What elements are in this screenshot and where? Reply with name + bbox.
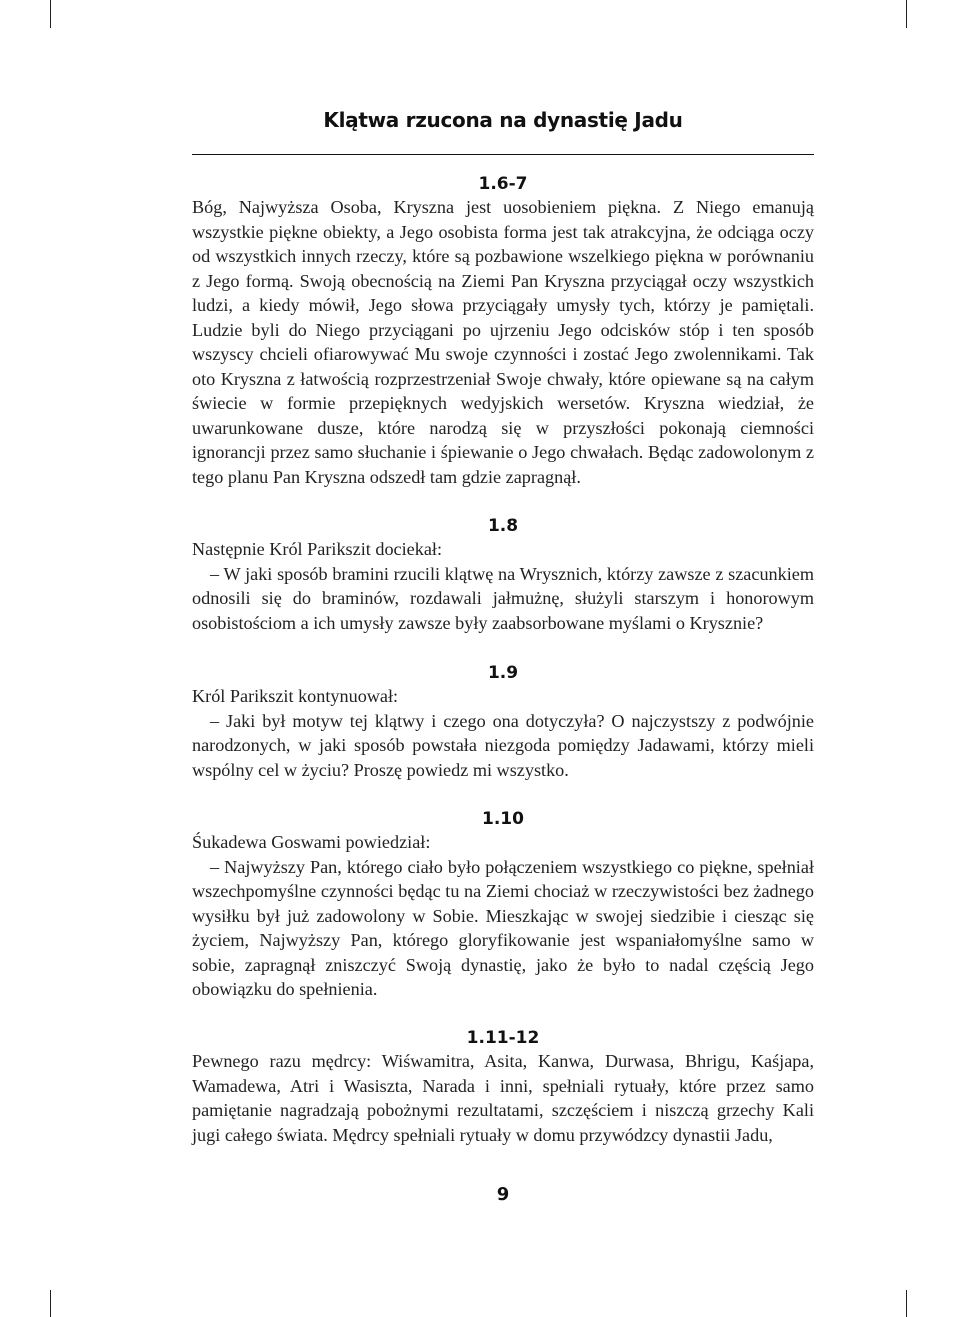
verse-section-1-11-12 — [192, 1027, 814, 1147]
verse-paragraph: Następnie Król Parikszit dociekał: — [192, 539, 443, 559]
verse-number: 1.11-12 — [466, 1028, 540, 1048]
verse-paragraph: Bóg, Najwyższa Osoba, Kryszna jest uosobieniem piękna. Z Niego emanują wszystkie piękne obiekty, a Jego osobista forma jest tak atrakcyjna, że odciąga oczy od wszystkich innych rzeczy, które są pozbawione wszelkiego piękna w porównaniu z Jego formą. Swoją obecnością na Ziemi Pan Kryszna przyciągał oczy wszystkich ludzi, a kiedy mówił, Jego słowa przyciągały umysły tych, którzy je pamiętali. Ludzie byli do Niego przyciągani po ujrzeniu Jego odcisków stóp i ten sposób wszyscy chcieli ofiarowywać Mu swoje czynności i zostać Jego zwolennikami. Tak oto Kryszna z łatwością rozprzestrzeniał Swoje chwały, które opiewane są na całym świecie w formie przepięknych wedyjskich wersetów. Kryszna wiedział, że uwarunkowane dusze, które narodzą się w przyszłości pokonają ciemności ignorancji przez samo słuchanie i śpiewanie o Jego chwałach. Będąc zadowolonym z tego planu Pan Kryszna odszedł tam gdzie zapragnął. — [192, 197, 814, 487]
verse-number: 1.8 — [487, 516, 519, 536]
verse-paragraph: Król Parikszit kontynuował: — [192, 686, 399, 706]
verse-section-1-8 — [192, 515, 814, 635]
verse-paragraph: Śukadewa Goswami powiedział: — [192, 832, 431, 852]
dialogue-paragraph: – Najwyższy Pan, którego ciało było połączeniem wszystkiego co piękne, spełniał wszechpomyślne czynności będąc tu na Ziemi chociaż w rzeczywistości bez żadnego wysiłku był już zadowolony w Sobie. Mieszkając w swojej siedzibie i ciesząc się życiem, Najwyższy Pan, którego gloryfikowanie jest wspaniałomyślne samo w sobie, zapragnął zniszczyć Swoją dynastię, jako że było to nadal częścią Jego obowiązku do spełnienia. — [192, 856, 814, 999]
crop-mark-bottom-left — [50, 1290, 51, 1317]
verse-section-1-6-7 — [192, 173, 814, 489]
verse-paragraph: Pewnego razu mędrcy: Wiśwamitra, Asita, Kanwa, Durwasa, Bhrigu, Kaśjapa, Wamadewa, Atri i Wasiszta, Narada i inni, spełniali rytuały, które przez samo pamiętanie nagradzają pobożnymi rezultatami, szczęściem i niszczą grzechy Kali jugi całego świata. Mędrcy spełniali rytuały w domu przywódzcy dynastii Jadu, — [192, 1051, 814, 1145]
crop-mark-bottom-right — [906, 1290, 907, 1317]
dialogue-paragraph: – Jaki był motyw tej klątwy i czego ona dotyczyła? O najczystszy z podwójnie narodzonych, w jaki sposób powstała niezgoda pomiędzy Jadawami, którzy mieli wspólny cel w życiu? Proszę powiedz mi wszystko. — [192, 710, 814, 780]
verse-number: 1.10 — [482, 809, 524, 829]
dialogue-paragraph: – W jaki sposób bramini rzucili klątwę na Wrysznich, którzy zawsze z szacunkiem odnosili się do braminów, rozdawali jałmużnę, służyli starszym i honorowym osobistościom a ich umysły zawsze były zaabsorbowane myślami o Krysznie? — [192, 563, 814, 633]
header-rule — [192, 154, 814, 155]
verse-number: 1.9 — [487, 663, 519, 683]
page-number: 9 — [496, 1184, 510, 1205]
verse-number: 1.6-7 — [478, 174, 528, 194]
crop-mark-top-left — [50, 0, 51, 28]
crop-mark-top-right — [906, 0, 907, 28]
verse-section-1-9 — [192, 662, 814, 782]
verse-section-1-10 — [192, 808, 814, 1002]
running-header-title: Klątwa rzucona na dynastię Jadu — [323, 108, 683, 132]
